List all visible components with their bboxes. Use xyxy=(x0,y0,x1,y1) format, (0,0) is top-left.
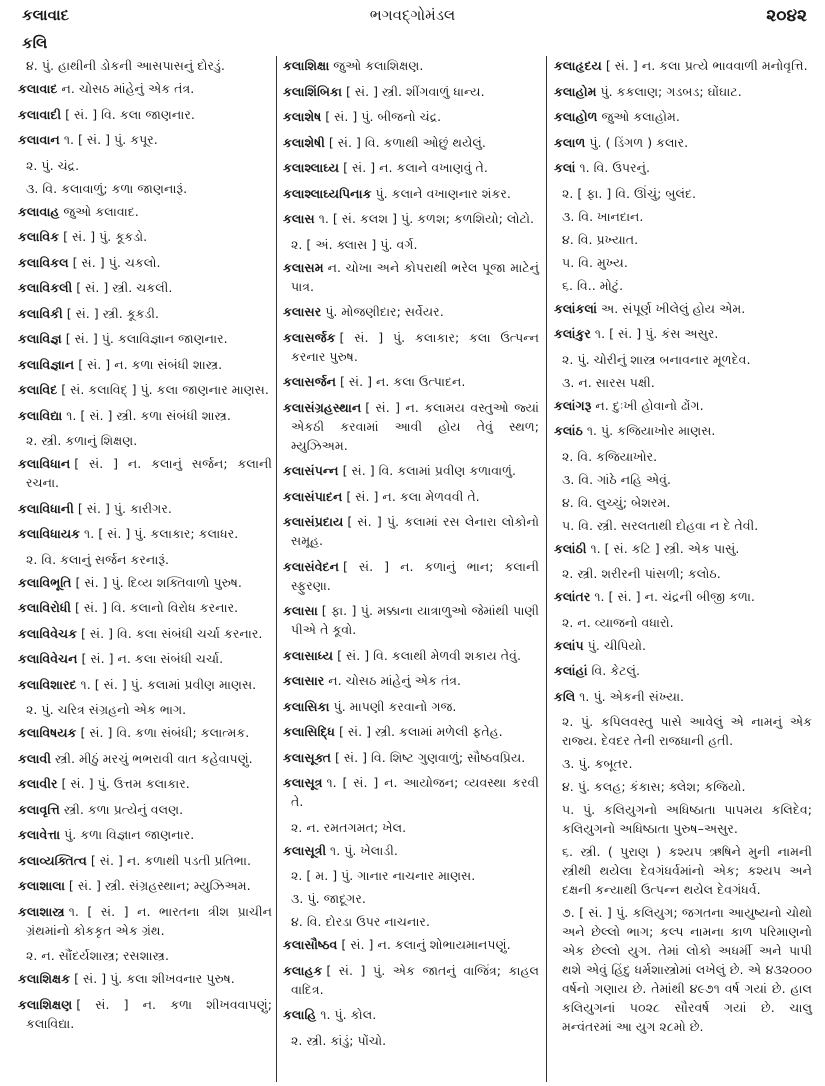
headword: કલાવિવેચક xyxy=(18,625,78,641)
dictionary-entry xyxy=(18,202,272,221)
dictionary-entry xyxy=(283,133,539,152)
definition: [ સં. ] ન. કલામય વસ્તુઓ જ્યાં એકઠી કરવામાં આવી હોય તેવું સ્થળ; મ્યુઝિઅમ. xyxy=(291,399,539,453)
headword: કલાસર્જક xyxy=(283,329,336,345)
dictionary-entry xyxy=(554,636,812,655)
sense-line xyxy=(18,431,272,450)
sense-line xyxy=(554,613,812,632)
dictionary-entry xyxy=(283,841,539,860)
sense-line xyxy=(18,700,272,719)
dictionary-entry xyxy=(18,749,272,768)
headword: કલાવિષયક xyxy=(18,725,77,740)
headword: કલાંતર xyxy=(554,589,591,604)
sense-line xyxy=(554,564,812,583)
definition: ૧. વિ. ઉપરનું. xyxy=(579,160,650,175)
dictionary-entry xyxy=(18,524,272,543)
definition: પું. ( ડિંગળ ) કલાર. xyxy=(589,134,689,150)
definition: ૨. સ્ત્રી. કળાનું શિક્ષણ. xyxy=(26,433,138,448)
headword: કલાહક xyxy=(283,962,323,978)
definition: [ સં. ] ન. કળા સંબંધી શાસ્ત્ર. xyxy=(78,356,223,372)
headword: કલાસૂત્રી xyxy=(283,842,327,858)
definition: પું. ચીપિયો. xyxy=(587,637,647,653)
definition: ૪. પું. કલહ; કંકાસ; ક્લેશ; કજિયો. xyxy=(562,779,746,794)
headword: કલાવાદી xyxy=(18,106,62,122)
definition: ૨. ન. સૌંદર્યશાસ્ત્ર; રસશાસ્ત્ર. xyxy=(26,948,169,963)
definition: ૩. વિ. કલાવાળું; કળા જાણનારૂં. xyxy=(26,180,188,196)
sense-line xyxy=(283,912,539,931)
headword: કલાસંગ્રહસ્થાન xyxy=(283,399,362,415)
definition: ૨. પું. ચંદ્ર. xyxy=(26,157,80,173)
dictionary-entry xyxy=(554,687,812,706)
definition: ૨. પું. કપિલવસ્તુ પાસે આવેલું એ નામનું એક રાજ્ય. દેવદર તેની રાજધાની હતી. xyxy=(562,714,812,748)
definition: ૨. [ મ. ] પું. ગાનાર નાચનાર માણસ. xyxy=(291,868,476,883)
definition: [ સં. ] પું. ચકલો. xyxy=(72,254,161,270)
headword: કલાવિકી xyxy=(18,305,63,321)
dictionary-entry xyxy=(283,487,539,506)
dictionary-entry xyxy=(18,624,272,643)
headword: કલાસંપન્ન xyxy=(283,463,339,478)
definition: [ સં. ] પું. દિવ્ય શક્તિવાળો પુરુષ. xyxy=(75,574,242,590)
sense-line xyxy=(554,712,812,750)
headword: કલાસૂત્ર xyxy=(283,775,323,790)
definition: [ સં. ] ન. કલા ઉત્પાદન. xyxy=(340,374,466,389)
sense-line xyxy=(554,470,812,489)
definition: [ સં. ] સ્ત્રી. સંગ્રહસ્થાન; મ્યુઝિઅમ. xyxy=(68,878,251,893)
headword: કલાવિદ્યા xyxy=(18,407,63,423)
headword: કલાંપ xyxy=(554,637,584,653)
headword: કલાહોમ xyxy=(554,83,597,99)
definition: ૨. [ ફા. ] વિ. ઊંચું; બુલંદ. xyxy=(562,185,697,201)
dictionary-entry xyxy=(18,774,272,793)
sense-line xyxy=(283,235,539,254)
definition: ૨. સ્ત્રી. કાંડું; પોંચો. xyxy=(291,1032,387,1048)
sense-line xyxy=(18,550,272,569)
headword: કલાશાલા xyxy=(18,878,65,893)
definition: [ સં. ] ન. કલાને વખાણવું તે. xyxy=(343,160,488,175)
sense-line xyxy=(554,253,812,272)
dictionary-entry xyxy=(283,184,539,203)
definition: ૧. પું. કજિયાખોર માણસ. xyxy=(586,423,716,438)
dictionary-entry xyxy=(283,722,539,741)
headword: કલાવિકલ xyxy=(18,254,69,270)
sense-line xyxy=(18,179,272,198)
dictionary-entry xyxy=(554,158,812,177)
dictionary-entry xyxy=(554,107,812,126)
definition: ૧. [ સં. કટિ ] સ્ત્રી. એક પાસું. xyxy=(590,540,740,556)
definition: ૧. પું. ખેલાડી. xyxy=(330,842,398,858)
definition: પું. માપણી કરવાનો ગજ. xyxy=(333,698,457,714)
headword: કલાંઠી xyxy=(554,540,587,556)
definition: ૪. વિ. લુચ્ચું; બેશરમ. xyxy=(562,494,671,510)
sense-line xyxy=(554,447,812,466)
dictionary-entry xyxy=(18,995,272,1033)
headword: કલાશિંબિકા xyxy=(283,83,342,99)
definition: જુઓ કલાશિક્ષણ. xyxy=(333,58,424,73)
definition: જુઓ કલાહોમ. xyxy=(601,109,680,124)
definition: [ સં. ] ન. કલાનું સર્જન; કલાની રચના. xyxy=(26,456,272,490)
sense-line xyxy=(554,276,812,295)
dictionary-entry xyxy=(18,355,272,374)
dictionary-entry xyxy=(18,380,272,399)
definition: ૩. ન. સારસ પક્ષી. xyxy=(562,374,655,390)
headword: કલાં xyxy=(554,160,576,175)
headword: કલાશેષી xyxy=(283,134,325,150)
dictionary-entry xyxy=(283,107,539,126)
headword: કલાશ્લાઘ્ય xyxy=(283,160,340,175)
headword: કલાવાદ xyxy=(18,81,58,96)
definition: [ સં. ] ન. કલા પ્રત્યે ભાવવાળી મનોવૃત્તિ. xyxy=(605,58,808,73)
definition: ન. ચોસઠ માંહેનું એક તંત્ર. xyxy=(61,81,195,96)
headword: કલાવિધાન xyxy=(18,456,71,471)
definition: ૪. પું. હાથીની ડોકની આસપાસનું દોરડું. xyxy=(26,58,225,73)
dictionary-entry xyxy=(18,876,272,895)
headword: કલાંઠ xyxy=(554,423,583,438)
headword: કલાવી xyxy=(18,750,51,766)
headword: કલાવાન xyxy=(18,132,60,147)
headword: કલાસિકા xyxy=(283,698,330,714)
definition: [ સં. ] પું. કલામાં રસ લેનારા લોકોનો સમૂહ. xyxy=(291,514,539,548)
guide-word-first: કલાવાદ xyxy=(22,6,70,24)
definition: ૩. વિ. ખાનદાન. xyxy=(562,208,644,224)
dictionary-entry xyxy=(18,130,272,149)
definition: જુઓ કલાવાદ. xyxy=(63,203,139,219)
definition: ૧. પું. કોલ. xyxy=(320,1007,377,1022)
definition: ૧. [ સં. ] ન. આયોજન; વ્યવસ્થા કરવી તે. xyxy=(291,775,539,809)
definition: ૭. [ સં. ] પું. કલિયુગ; જગતના આયુષ્યનો ચોથો અને છેલ્લો ભાગ; કલ્પ નામના કાળ પરિમાણનો એક છેલ્લો યુગ. તેમાં લોકો અધર્મી અને પાપી થશે એવું હિંદુ ધર્મશાસ્ત્રોમાં લખેલું છે. એ ૪૩૨૦૦૦ વર્ષનો ગણાય છે. તેમાંથી ૪૯૭૧ વર્ષ ગયાં છે. હાલ કલિયુગનાં ૫૦૨૮ સૌરવર્ષ ગયાં છે. ચાલુ મન્વંતરમાં આ યુગ ૨૮મો છે. xyxy=(562,905,812,1034)
dictionary-entry xyxy=(18,649,272,668)
dictionary-entry xyxy=(283,961,539,999)
headword: કલાશિક્ષણ xyxy=(18,996,73,1012)
definition: [ સં. ] સ્ત્રી. કલામાં મળેલી ફતેહ. xyxy=(339,724,503,739)
definition: ૬. વિ.. મોટું. xyxy=(562,277,624,293)
column-2 xyxy=(283,56,539,1086)
definition: [ સં. ] વિ. કલા સંબંધી ચર્ચા કરનાર. xyxy=(81,625,263,641)
definition: ૧. [ સં. ] પું. કપૂર. xyxy=(63,132,158,147)
definition: [ સં. ] ન. કળા શીખવવાપણું; કલાવિદ્યા. xyxy=(26,996,272,1031)
headword: કલાહિ xyxy=(283,1007,317,1022)
headword: કલાસા xyxy=(283,603,318,618)
dictionary-entry xyxy=(18,227,272,246)
dictionary-entry xyxy=(283,601,539,639)
definition: ૧. [ સં. કલશ ] પું. કળશ; કળશિયો; લોટો. xyxy=(318,211,535,226)
dictionary-entry xyxy=(283,773,539,811)
dictionary-entry xyxy=(18,105,272,124)
headword: કલાવીર xyxy=(18,776,58,791)
definition: પું. કલાને વખાણનાર શંકર. xyxy=(375,185,511,201)
dictionary-entry xyxy=(18,723,272,742)
definition: ૫. વિ. સ્ત્રી. સરલતાથી દોહવા ન દે તેવી. xyxy=(562,517,759,533)
dictionary-entry xyxy=(283,1005,539,1024)
page-number: ૨૦૪૨ xyxy=(766,6,807,26)
dictionary-entry xyxy=(283,82,539,101)
headword: કલાસંપ્રદાય xyxy=(283,514,344,529)
sense-line xyxy=(18,56,272,75)
dictionary-entry xyxy=(283,646,539,665)
definition: [ સં. ] ન. કલાનું શોભાયમાનપણું. xyxy=(341,937,511,952)
dictionary-entry xyxy=(554,587,812,606)
headword: કલાશ્લાઘ્યપિનાક xyxy=(283,185,372,201)
dictionary-entry xyxy=(283,748,539,767)
dictionary-entry xyxy=(554,539,812,558)
definition: ૪. વિ. દોરડા ઉપર નાચનાર. xyxy=(291,914,430,929)
dictionary-entry xyxy=(18,598,272,617)
dictionary-entry xyxy=(18,825,272,844)
dictionary-entry xyxy=(283,512,539,550)
dictionary-entry xyxy=(554,661,812,680)
headword: કલાસમ xyxy=(283,259,324,275)
sense-line xyxy=(554,207,812,226)
definition: [ ફા. ] પું. મક્કાના યાત્રાળુઓ જેમાંથી પાણી પીએ તે કૂવો. xyxy=(291,603,539,637)
definition: ૨. સ્ત્રી. શરીરની પાંસળી; કલોઠ. xyxy=(562,566,721,581)
dictionary-entry xyxy=(283,158,539,177)
definition: વિ. કેટલું. xyxy=(591,663,640,678)
dictionary-entry xyxy=(18,253,272,272)
headword: કલાવિજ્ઞાન xyxy=(18,356,75,372)
definition: ૩. પું. કબૂતર. xyxy=(562,756,633,771)
sense-line xyxy=(554,350,812,369)
dictionary-entry xyxy=(283,372,539,391)
dictionary-entry xyxy=(554,133,812,152)
definition: અ. સંપૂર્ણ ખીલેલું હોય એમ. xyxy=(601,300,746,316)
headword: કલિ xyxy=(554,688,576,704)
headword: કલાસૂક્ત xyxy=(283,749,331,765)
definition: પું. મોજણીદાર; સર્વેયર. xyxy=(325,304,444,319)
headword: કલાવૃત્તિ xyxy=(18,801,60,817)
definition: ૧. પું. એકની સંખ્યા. xyxy=(579,688,685,704)
definition: ન. ચોખા અને કોપરાથી ભરેલ પૂજા માટેનું પાત્ર. xyxy=(291,259,539,294)
page-title: ભગવદ્ગોમંડલ xyxy=(369,6,456,24)
dictionary-entry xyxy=(18,573,272,592)
sense-line xyxy=(554,903,812,1036)
headword: કલાશાસ્ત્ર xyxy=(18,903,65,919)
headword: કલાસૌષ્ઠવ xyxy=(283,937,338,952)
headword: કલાવિદ xyxy=(18,382,58,397)
dictionary-entry xyxy=(18,499,272,518)
dictionary-entry xyxy=(18,329,272,348)
definition: ૨. વિ. કજિયાખોર. xyxy=(562,448,658,464)
sense-line xyxy=(18,946,272,965)
dictionary-entry xyxy=(554,396,812,415)
definition: [ સં. ] ન. કળાથી પડતી પ્રતિભા. xyxy=(90,852,251,868)
dictionary-entry xyxy=(283,209,539,228)
sense-line xyxy=(554,230,812,249)
sense-line xyxy=(554,184,812,203)
definition: [ સં. ] ન. કળાનું ભાન; કલાની સ્ફુરણા. xyxy=(291,558,539,593)
headword: કલાહૃદય xyxy=(554,58,602,73)
definition: [ સં. ] સ્ત્રી. કૂકડી. xyxy=(66,305,160,321)
headword: કલાસર xyxy=(283,304,322,319)
headword: કલાવેત્તા xyxy=(18,827,61,842)
definition: [ સં. ] પું. કલાકાર; કલા ઉત્પન્ન કરનાર પુરુષ. xyxy=(291,329,539,364)
definition: [ સં. ] વિ. કલાનો વિરોધ કરનાર. xyxy=(75,600,239,615)
definition: [ સં. કલાવિદ્ ] પું. કલા જાણનાર માણસ. xyxy=(61,382,269,397)
column-1 xyxy=(18,56,272,1086)
definition: [ સં. ] વિ. કળા સંબંધી; કલાત્મક. xyxy=(80,725,250,740)
definition: ૪. વિ. પ્રખ્યાત. xyxy=(562,231,639,247)
definition: [ સં. ] વિ. કલાથી મેળવી શકાય તેવું. xyxy=(337,647,521,663)
definition: ૨. [ અં. ક્લાસ ] પું. વર્ગ. xyxy=(291,236,418,252)
sense-line xyxy=(283,889,539,908)
dictionary-entry xyxy=(283,935,539,954)
definition: સ્ત્રી. મીઠું મરચું ભભરાવી વાત કહેવાપણું. xyxy=(54,750,253,766)
headword: કલાસંપાદન xyxy=(283,488,343,504)
definition: ૨. ન. વ્યાજનો વધારો. xyxy=(562,614,674,630)
definition: ૩. વિ. ગાંઠે નહિ એવું. xyxy=(562,471,672,487)
dictionary-entry xyxy=(18,304,272,323)
headword: કલાસ xyxy=(283,211,315,226)
dictionary-entry xyxy=(18,851,272,870)
headword: કલાવિક xyxy=(18,229,60,244)
sense-line xyxy=(554,754,812,773)
headword: કલાવિકલી xyxy=(18,280,73,295)
definition: ૫. પું. કલિયુગનો અધિષ્ઠાતા પાપમય કલિદેવ; કલિયુગનો અધિષ્ઠાતા પુરુષ–અસુર. xyxy=(562,802,812,836)
dictionary-entry xyxy=(18,800,272,819)
definition: ૨. પું. ચરિત્ર સંગ્રહનો એક ભાગ. xyxy=(26,702,187,717)
definition: ૫. વિ. મુખ્ય. xyxy=(562,254,628,270)
definition: [ સં. ] પું. કૂકડો. xyxy=(63,229,148,244)
sense-line xyxy=(554,777,812,796)
definition: [ સં. ] વિ. કલા જાણનાર. xyxy=(65,106,195,122)
dictionary-entry xyxy=(283,461,539,480)
dictionary-entry xyxy=(18,406,272,425)
dictionary-entry xyxy=(283,398,539,455)
headword: કલાવિરોધી xyxy=(18,600,72,615)
headword: કલાશેષ xyxy=(283,109,322,124)
dictionary-entry xyxy=(18,969,272,988)
definition: ૧. [ સં. ] પું. કંસ અસુર. xyxy=(594,326,719,341)
dictionary-entry xyxy=(554,82,812,101)
headword: કલાશિક્ષક xyxy=(18,971,71,986)
dictionary-entry xyxy=(554,299,812,318)
definition: [ સં. ] વિ. શિષ્ટ ગુણવાળું; સૌષ્ઠવપ્રિય. xyxy=(334,749,526,765)
definition: [ સં. ] પું. ઉત્તમ કલાકાર. xyxy=(61,776,190,791)
dictionary-entry xyxy=(554,324,812,343)
definition: [ સં. ] વિ. કળાથી ઓછું થયેલું. xyxy=(328,134,486,150)
definition: ન. દુઃખી હોવાનો ઢોંગ. xyxy=(595,397,704,413)
dictionary-entry xyxy=(18,278,272,297)
headword: કલાંકુર xyxy=(554,326,591,341)
headword: કલાવિધાની xyxy=(18,500,74,516)
definition: ૨. વિ. કલાનું સર્જન કરનારૂં. xyxy=(26,551,170,567)
column-divider xyxy=(276,56,277,1082)
definition: ૩. પું. જાદૂગર. xyxy=(291,891,366,906)
headword: કલાવિભૂતિ xyxy=(18,574,72,590)
definition: ૧. [ સં. ] સ્ત્રી. કળા સંબંધી શાસ્ત્ર. xyxy=(66,407,231,423)
definition: [ સં. ] પું. કારીગર. xyxy=(77,500,172,516)
guide-word-last: કલિ xyxy=(22,34,48,52)
headword: કલાસર્જન xyxy=(283,374,336,389)
dictionary-entry xyxy=(283,56,539,75)
headword: કલાળ xyxy=(554,134,586,150)
headword: કલાંગરૂ xyxy=(554,397,592,413)
sense-line xyxy=(554,493,812,512)
headword: કલાસાધ્ય xyxy=(283,647,334,663)
definition: પું. કળા વિજ્ઞાન જાણનાર. xyxy=(64,827,195,842)
sense-line xyxy=(18,156,272,175)
definition: ૧. [ સં. ] પું. કલાકાર; કલાધર. xyxy=(84,526,239,541)
definition: [ સં. ] પું. કલાવિજ્ઞાન જાણનાર. xyxy=(65,331,228,346)
dictionary-entry xyxy=(283,697,539,716)
dictionary-entry xyxy=(283,258,539,296)
dictionary-entry xyxy=(283,557,539,595)
headword: કલાવ્યક્તિત્વ xyxy=(18,852,87,868)
dictionary-entry xyxy=(18,454,272,492)
sense-line xyxy=(554,842,812,899)
definition: [ સં. ] સ્ત્રી. ચકલી. xyxy=(76,280,173,295)
headword: કલાસાર xyxy=(283,673,325,688)
headword: કલાવિશારદ xyxy=(18,676,77,692)
dictionary-entry xyxy=(283,671,539,690)
definition: [ સં. ] પું. કલા શીખવનાર પુરુષ. xyxy=(74,971,235,986)
definition: ૧. [ સં. ] ન. ભારતના ત્રીશ પ્રાચીન ગ્રંથમાંનો કોકકૃત એક ગ્રંથ. xyxy=(26,903,272,938)
dictionary-entry xyxy=(283,328,539,366)
sense-line xyxy=(283,818,539,837)
definition: ૧. [ સં. ] ન. ચંદ્રની બીજી કળા. xyxy=(594,589,755,604)
dictionary-entry xyxy=(18,675,272,694)
dictionary-entry xyxy=(554,421,812,440)
sense-line xyxy=(283,1031,539,1050)
definition: ૨. પું. ચોરીનું શાસ્ત્ર બનાવનાર મૂળદેવ. xyxy=(562,351,751,367)
sense-line xyxy=(554,516,812,535)
sense-line xyxy=(554,800,812,838)
definition: ૨. ન. રમતગમત; ખેલ. xyxy=(291,819,407,835)
headword: કલાવાહ xyxy=(18,203,60,219)
definition: [ સં. ] ન. કલા મેળવવી તે. xyxy=(346,488,480,504)
definition: [ સં. ] વિ. કલામાં પ્રવીણ કળાવાળું. xyxy=(342,463,516,478)
column-divider xyxy=(546,56,547,1082)
dictionary-entry xyxy=(18,79,272,98)
sense-line xyxy=(554,373,812,392)
dictionary-entry xyxy=(554,56,812,75)
definition: [ સં. ] પું. બીજનો ચંદ્ર. xyxy=(325,109,442,124)
definition: ન. ચોસઠ માંહેનું એક તંત્ર. xyxy=(328,673,462,688)
headword: કલાંહાં xyxy=(554,663,588,678)
headword: કલાશિક્ષા xyxy=(283,58,330,73)
headword: કલાસંવેદન xyxy=(283,558,339,574)
column-3 xyxy=(554,56,812,1086)
headword: કલાંકલાં xyxy=(554,300,597,316)
definition: પું. કકલાણ; ગડબડ; ઘોંઘાટ. xyxy=(600,83,742,99)
sense-line xyxy=(283,866,539,885)
definition: [ સં. ] ન. કલા સંબંધી ચર્ચા. xyxy=(81,651,224,666)
definition: ૬. સ્ત્રી. ( પુરાણ ) કશ્યપ ઋષિને મુની નામની સ્ત્રીથી થયેલા દેવગંધર્વમાંનો એક; કશ્યપ અને દક્ષની કન્યાથી ઉત્પન્ન થયેલ દેવગંધર્વ. xyxy=(562,844,812,897)
headword: કલાહોળ xyxy=(554,109,598,124)
dictionary-entry xyxy=(283,302,539,321)
headword: કલાવિજ્ઞ xyxy=(18,331,62,346)
headword: કલાવિધાયક xyxy=(18,526,81,541)
headword: કલાવિવેચન xyxy=(18,651,78,666)
definition: [ સં. ] પું. એક જાતનું વાજિંત્ર; કાહલ વાદિત્ર. xyxy=(291,962,539,997)
definition: [ સં. ] સ્ત્રી. શીંગવાળું ધાન્ય. xyxy=(346,83,485,99)
headword: કલાસિદ્ધિ xyxy=(283,724,335,739)
definition: સ્ત્રી. કળા પ્રત્યેનું વલણ. xyxy=(63,801,184,817)
definition: ૧. [ સં. ] પું. કલામાં પ્રવીણ માણસ. xyxy=(80,676,257,692)
dictionary-entry xyxy=(18,902,272,940)
